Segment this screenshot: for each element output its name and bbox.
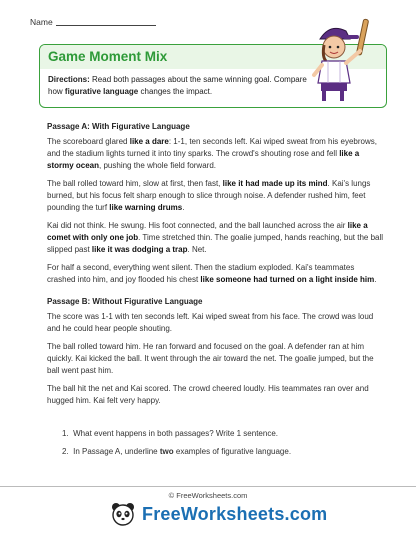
figurative-phrase: like a stormy ocean bbox=[47, 149, 360, 170]
directions bbox=[48, 74, 313, 98]
passage-b-paragraph-3: The ball hit the net and Kai scored. The crowd cheered loudly. His teammates ran over and hugged him. Kai felt very happy. bbox=[47, 384, 369, 405]
figurative-phrase: like it was dodging a trap bbox=[91, 245, 188, 254]
question-2-text-1: In Passage A, underline bbox=[73, 447, 160, 456]
passage-b-paragraph-2: The ball rolled toward him. He ran forward and focused on the goal. A defender ran at him quickly. Kai kicked the ball. It went through the air toward the net. The goalie jumped, but the ball went past him. bbox=[47, 342, 374, 375]
name-write-line[interactable] bbox=[56, 25, 156, 26]
figurative-phrase: like it had made up its mind bbox=[222, 179, 328, 188]
directions-bold: figurative language bbox=[64, 87, 139, 96]
header-box bbox=[39, 44, 387, 108]
question-2-text-2: examples of figurative language. bbox=[173, 447, 292, 456]
name-line bbox=[30, 17, 156, 27]
question-2-bold: two bbox=[159, 447, 174, 456]
figurative-phrase: like someone had turned on a light inside him bbox=[200, 275, 375, 284]
passage-a-heading: Passage A: With Figurative Language bbox=[47, 122, 190, 131]
passage-a-paragraph-4: For half a second, everything went silent. Then the stadium exploded. Kai's teammates crashed into him, and joy flooded his chest like someone had turned on a light inside him. bbox=[47, 263, 377, 284]
directions-label: Directions: bbox=[48, 75, 90, 84]
figurative-phrase: like a dare bbox=[129, 137, 169, 146]
directions-text-1: Read both passages about the same winning goal. Compare how bbox=[48, 75, 307, 96]
passage-a-paragraph-1: The scoreboard glared like a dare: 1-1, ten seconds left. Kai wiped sweat from his eyebrows, and the stadium lights turned it into tiny sparks. The crowd's shouting rose and fell like a stormy ocean, pushing the whole field forward. bbox=[47, 137, 377, 170]
question-1-number: 1. bbox=[62, 429, 69, 438]
question-2 bbox=[62, 447, 382, 456]
directions-text-2: changes the impact. bbox=[138, 87, 213, 96]
baseball-kid-illustration bbox=[298, 17, 378, 103]
figurative-phrase: like a comet with only one job bbox=[47, 221, 368, 242]
footer-url[interactable]: © FreeWorksheets.com bbox=[168, 491, 248, 500]
panda-icon bbox=[110, 501, 136, 527]
questions bbox=[62, 429, 382, 465]
name-label: Name bbox=[30, 17, 53, 27]
passage-b-paragraph-1: The score was 1-1 with ten seconds left. Kai wiped sweat from his face. The crowd was loud and he could hear people shouting. bbox=[47, 312, 374, 333]
figurative-phrase: like warning drums bbox=[109, 203, 183, 212]
passage-b-heading: Passage B: Without Figurative Language bbox=[47, 297, 203, 306]
page-title: Game Moment Mix bbox=[48, 49, 168, 64]
passage-a-paragraph-2: The ball rolled toward him, slow at first, then fast, like it had made up its mind. Kai's lungs burned, but his focus felt sharp enough to slice through noise. A defender rushed him, feet pounding the turf like warning drums. bbox=[47, 179, 371, 212]
brand-name: FreeWorksheets.com bbox=[142, 503, 328, 524]
question-1 bbox=[62, 429, 382, 438]
footer-logo[interactable] bbox=[110, 501, 327, 527]
question-1-text: What event happens in both passages? Write 1 sentence. bbox=[73, 429, 278, 438]
question-2-number: 2. bbox=[62, 447, 69, 456]
passage-a-paragraph-3: Kai did not think. He swung. His foot connected, and the ball launched across the air like a comet with only one job. Time stretched thin. The goalie jumped, hands reaching, but the ball slipped past like it was dodging a trap. Net. bbox=[47, 221, 384, 254]
footer-divider bbox=[0, 486, 416, 487]
passages bbox=[47, 121, 383, 413]
